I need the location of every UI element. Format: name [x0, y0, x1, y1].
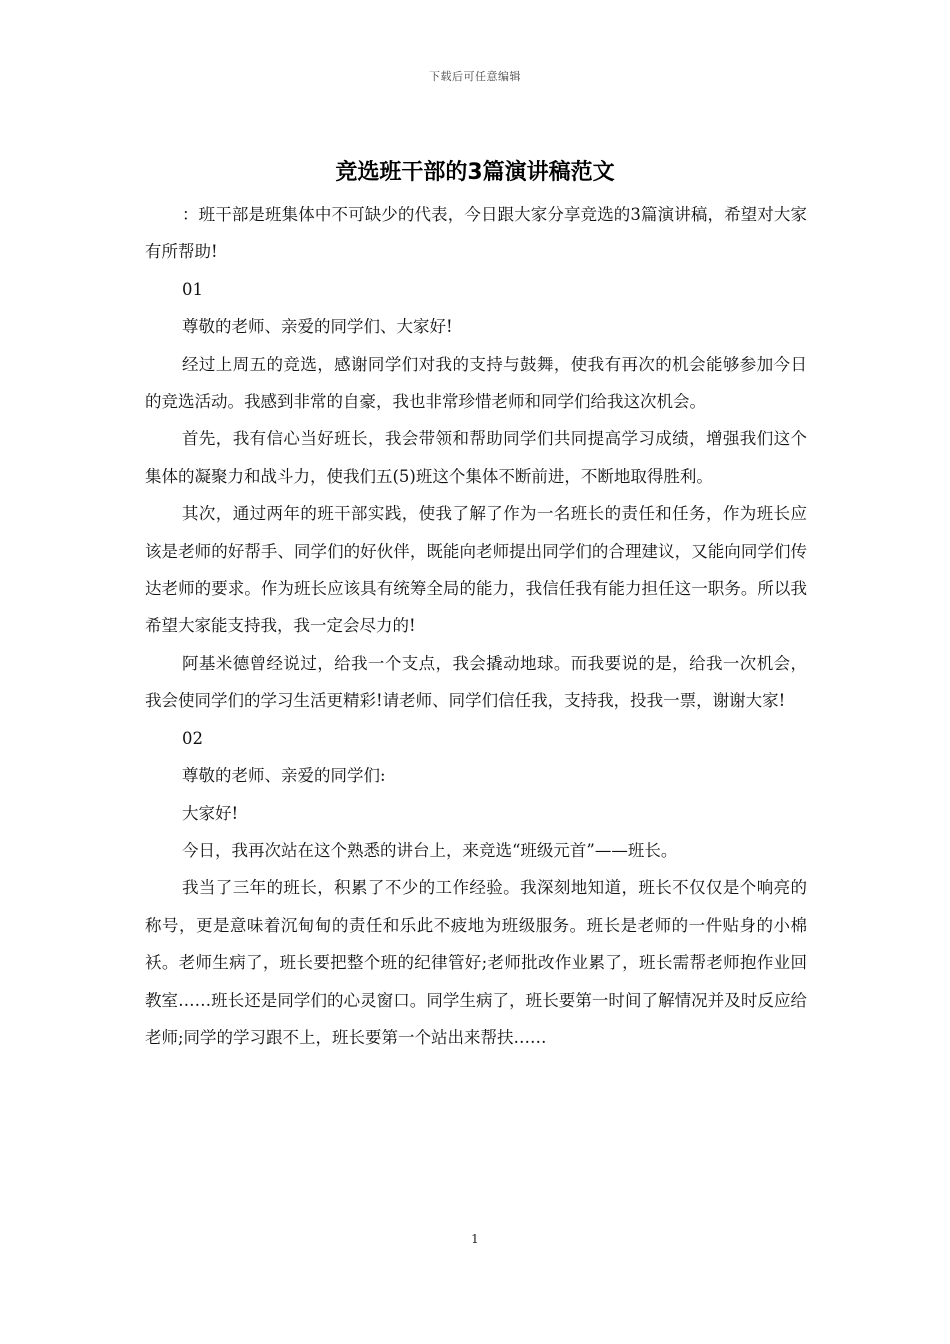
salutation: 尊敬的老师、亲爱的同学们、大家好!: [182, 317, 453, 337]
body-paragraph: 今日，我再次站在这个熟悉的讲台上，来竞选“班级元首”——班长。: [182, 840, 678, 860]
body-paragraph: 首先，我有信心当好班长，我会带领和帮助同学们共同提高学习成绩，增强我们这个集体的凝聚力和战斗力，使我们五(5)班这个集体不断前进，不断地取得胜利。: [145, 429, 807, 486]
document-body: [145, 196, 807, 1056]
page-number: 1: [471, 1232, 479, 1246]
greeting: 大家好!: [182, 803, 239, 823]
body-paragraph: 我当了三年的班长，积累了不少的工作经验。我深刻地知道，班长不仅仅是个响亮的称号，更是意味着沉甸甸的责任和乐此不疲地为班级服务。班长是老师的一件贴身的小棉袄。老师生病了，班长要把整个班的纪律管好;老师批改作业累了，班长需帮老师抱作业回教室……班长还是同学们的心灵窗口。同学生病了，班长要第一时间了解情况并及时反应给老师;同学的学习跟不上，班长要第一个站出来帮扶……: [145, 878, 807, 1047]
section-number: 01: [182, 279, 203, 299]
section-number: 02: [182, 728, 203, 748]
intro-paragraph: ：班干部是班集体中不可缺少的代表，今日跟大家分享竞选的3篇演讲稿，希望对大家有所帮助!: [145, 205, 807, 262]
salutation: 尊敬的老师、亲爱的同学们:: [182, 766, 386, 786]
body-paragraph: 其次，通过两年的班干部实践，使我了解了作为一名班长的责任和任务，作为班长应该是老师的好帮手、同学们的好伙伴，既能向老师提出同学们的合理建议，又能向同学们传达老师的要求。作为班长应该具有统筹全局的能力，我信任我有能力担任这一职务。所以我希望大家能支持我，我一定会尽力的!: [145, 504, 807, 636]
body-paragraph: 经过上周五的竞选，感谢同学们对我的支持与鼓舞，使我有再次的机会能够参加今日的竞选活动。我感到非常的自豪，我也非常珍惜老师和同学们给我这次机会。: [145, 354, 807, 412]
document-title: 竞选班干部的3篇演讲稿范文: [335, 160, 615, 185]
body-paragraph: 阿基米德曾经说过，给我一个支点，我会撬动地球。而我要说的是，给我一次机会，我会使同学们的学习生活更精彩!请老师、同学们信任我，支持我，投我一票，谢谢大家!: [145, 653, 807, 711]
page-header: 下载后可任意编辑: [429, 70, 521, 83]
